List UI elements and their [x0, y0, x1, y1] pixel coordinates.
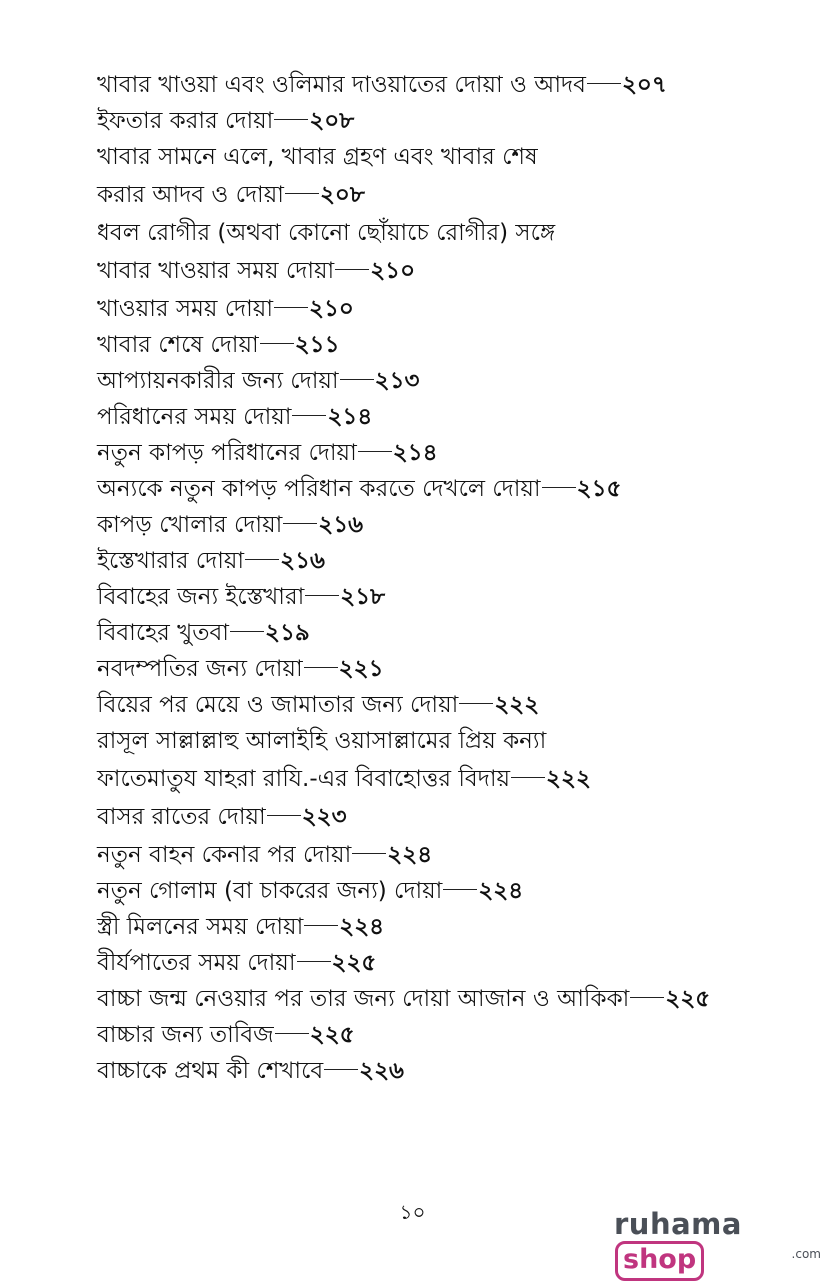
toc-entry: [97, 802, 787, 832]
toc-entry: [97, 912, 787, 942]
toc-entry-title: অন্যকে নতুন কাপড় পরিধান করতে দেখলে দোয়া: [97, 476, 541, 502]
toc-entry-title: পরিধানের সময় দোয়া: [97, 404, 292, 430]
toc-entry-page: ২১১: [294, 332, 340, 358]
toc-entry: [97, 1056, 787, 1086]
leader-dash: [340, 379, 374, 380]
toc-entry-title: খাবার খাওয়ার সময় দোয়া: [97, 258, 335, 284]
toc-entry: [97, 546, 787, 576]
toc-entry-page: ২১৫: [576, 476, 622, 502]
toc-entry-page: ২২৩: [301, 804, 347, 830]
toc-entry: [97, 142, 787, 210]
toc-entry-page: ২২৫: [331, 950, 377, 976]
toc-entry: [97, 70, 787, 100]
leader-dash: [275, 1033, 309, 1034]
toc-entry-page: ২১৯: [264, 620, 310, 646]
toc-entry-title: বিবাহের খুতবা: [97, 620, 229, 646]
toc-entry-page: ২১০: [370, 258, 416, 284]
leader-dash: [511, 777, 545, 778]
toc-entry: [97, 294, 787, 324]
toc-entry-title: করার আদব ও দোয়া: [97, 182, 284, 208]
toc-entry-page: ২১৩: [374, 368, 420, 394]
toc-entry-page: ২০৮: [319, 182, 365, 208]
toc-entry-page: ২২৪: [339, 914, 385, 940]
toc-entry-page: ২২৬: [359, 1058, 404, 1084]
toc-entry-title: বাসর রাতের দোয়া: [97, 804, 266, 830]
toc-entry: [97, 840, 787, 870]
leader-dash: [267, 815, 301, 816]
leader-dash: [324, 1069, 358, 1070]
logo-text-shop: shop: [615, 1241, 704, 1281]
toc-entry: [97, 654, 787, 684]
toc-entry: [97, 218, 787, 286]
toc-entry-page: ২২৫: [309, 1022, 355, 1048]
toc-entry-title: বিবাহের জন্য ইস্তেখারা: [97, 584, 305, 610]
leader-dash: [335, 269, 369, 270]
toc-entry-title: ইফতার করার দোয়া: [97, 108, 274, 134]
toc-entry-title: বীর্যপাতের সময় দোয়া: [97, 950, 296, 976]
toc-entry: [97, 726, 787, 794]
toc-entry-page: ২২১: [338, 656, 384, 682]
leader-dash: [230, 631, 264, 632]
toc-entry-title: কাপড় খোলার দোয়া: [97, 512, 283, 538]
toc-entry-title: আপ্যায়নকারীর জন্য দোয়া: [97, 368, 339, 394]
leader-dash: [630, 997, 664, 998]
toc-entry: [97, 618, 787, 648]
toc-entry: [97, 330, 787, 360]
toc-entry-title: খাবার সামনে এলে, খাবার গ্রহণ এবং খাবার শেষ: [97, 144, 538, 170]
leader-dash: [587, 83, 621, 84]
toc-entry-page: ২১৪: [392, 440, 438, 466]
leader-dash: [274, 119, 308, 120]
leader-dash: [305, 595, 339, 596]
leader-dash: [274, 307, 308, 308]
page-number: ১০: [399, 1200, 426, 1224]
toc-entry: [97, 876, 787, 906]
toc-entry-page: ২১৮: [340, 584, 386, 610]
logo-suffix: .com: [791, 1247, 821, 1261]
toc-entry-page: ২১৬: [318, 512, 364, 538]
leader-dash: [352, 853, 386, 854]
leader-dash: [260, 343, 294, 344]
toc-entry-title: বাচ্চা জন্ম নেওয়ার পর তার জন্য দোয়া আজান ও আকিকা: [97, 986, 630, 1012]
leader-dash: [459, 703, 493, 704]
logo-text-ruhama: ruhama: [614, 1207, 742, 1241]
toc-entry-title: নতুন বাহন কেনার পর দোয়া: [97, 842, 352, 868]
toc-entry-page: ২২৫: [665, 986, 711, 1012]
toc-entry-title: নতুন কাপড় পরিধানের দোয়া: [97, 440, 357, 466]
leader-dash: [245, 559, 279, 560]
toc-entry-page: ২০৮: [309, 108, 355, 134]
toc-entry-title: খাবার শেষে দোয়া: [97, 332, 259, 358]
leader-dash: [443, 889, 477, 890]
toc-entry: [97, 402, 787, 432]
toc-entry-page: ২২৪: [387, 842, 433, 868]
toc-entry-title: নতুন গোলাম (বা চাকরের জন্য) দোয়া: [97, 878, 443, 904]
leader-dash: [285, 193, 319, 194]
toc-entry-page: ২০৭: [621, 72, 667, 98]
leader-dash: [283, 523, 317, 524]
toc-entry-title: বাচ্চাকে প্রথম কী শেখাবে: [97, 1058, 324, 1084]
toc-entry-page: ২২২: [494, 692, 540, 718]
leader-dash: [304, 667, 338, 668]
toc-entry: [97, 1020, 787, 1050]
toc-entry-title: ফাতেমাতুয যাহরা রাযি.-এর বিবাহোত্তর বিদায়: [97, 766, 511, 792]
toc-entry-title: বিয়ের পর মেয়ে ও জামাতার জন্য দোয়া: [97, 692, 459, 718]
toc-entry-page: ২২২: [546, 766, 591, 792]
toc-entry-title: ইস্তেখারার দোয়া: [97, 548, 245, 574]
toc-entry: [97, 366, 787, 396]
leader-dash: [358, 451, 392, 452]
ruhamashop-logo: [614, 1207, 825, 1275]
leader-dash: [304, 925, 338, 926]
toc-entry-title: স্ত্রী মিলনের সময় দোয়া: [97, 914, 304, 940]
toc-entry: [97, 106, 787, 136]
leader-dash: [297, 961, 331, 962]
toc-entry-page: ২২৪: [478, 878, 524, 904]
toc-entry-page: ২১৪: [327, 404, 373, 430]
toc-entry-title: খাবার খাওয়া এবং ওলিমার দাওয়াতের দোয়া ও আদব: [97, 72, 586, 98]
toc-entry-title: নবদম্পতির জন্য দোয়া: [97, 656, 303, 682]
table-of-contents: [97, 70, 787, 1086]
leader-dash: [542, 487, 576, 488]
toc-entry: [97, 510, 787, 540]
toc-entry-title: ধবল রোগীর (অথবা কোনো ছোঁয়াচে রোগীর) সঙ্গে: [97, 220, 556, 246]
toc-entry: [97, 984, 787, 1014]
toc-entry: [97, 690, 787, 720]
toc-entry-page: ২১০: [309, 296, 354, 322]
toc-entry-title: রাসূল সাল্লাল্লাহু আলাইহি ওয়াসাল্লামের প্রিয় কন্যা: [97, 728, 547, 754]
toc-entry: [97, 582, 787, 612]
toc-entry: [97, 474, 787, 504]
toc-entry: [97, 438, 787, 468]
toc-entry-title: বাচ্চার জন্য তাবিজ: [97, 1022, 274, 1048]
toc-entry-page: ২১৬: [280, 548, 325, 574]
leader-dash: [292, 415, 326, 416]
toc-entry: [97, 948, 787, 978]
toc-entry-title: খাওয়ার সময় দোয়া: [97, 296, 274, 322]
